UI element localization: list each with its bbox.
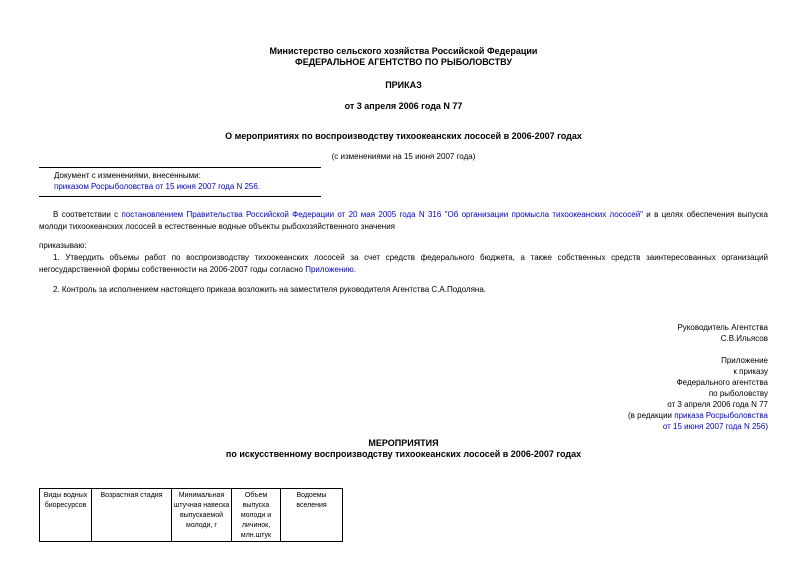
order-item-2: 2. Контроль за исполнением настоящего приказа возложить на заместителя руководителя Агентства С.А.Подоляна. [53, 285, 487, 294]
appendix-line-3: Федерального агентства [676, 378, 768, 387]
agency-name: ФЕДЕРАЛЬНОЕ АГЕНТСТВО ПО РЫБОЛОВСТВУ [295, 57, 512, 67]
appendix-edition-prefix: (в редакции [628, 411, 675, 420]
amendments-note: (с изменениями на 15 июня 2007 года) [331, 152, 476, 161]
signature-position: Руководитель Агентства [677, 323, 768, 332]
appendix-link[interactable]: Приложению [305, 265, 354, 274]
signature-name: С.В.Ильясов [720, 334, 768, 343]
plan-table-header-row [40, 489, 343, 542]
amending-order-link[interactable]: приказа Росрыболовства [674, 411, 768, 420]
preamble-text-before: В соответствии с [53, 210, 122, 219]
appendix-line-7 [468, 421, 768, 433]
appendix-edition-suffix: ) [765, 422, 768, 431]
document-title: О мероприятиях по воспроизводству тихоокеанских лососей в 2006-2007 годах [225, 131, 582, 141]
changes-box-label: Документ с изменениями, внесенными: [54, 171, 201, 180]
government-decree-link[interactable]: постановлением Правительства Российской Федерации от 20 мая 2005 года N 316 "Об организации промысла тихоокеанских лососей" [121, 210, 643, 219]
item-1-end: . [353, 265, 356, 274]
column-header-release-volume: Объем выпуска молоди и личинок, млн.штук [232, 489, 281, 542]
plan-title: МЕРОПРИЯТИЯ [368, 438, 439, 448]
order-item-1 [39, 252, 768, 276]
preamble-text-after: и в целях обеспечения выпуска молоди тихоокеанских лососей в естественные водные объекты рыбохозяйственного значения [39, 210, 768, 231]
preamble-paragraph [39, 209, 768, 233]
plan-subtitle: по искусственному воспроизводству тихоокеанских лососей в 2006-2007 годах [225, 449, 582, 459]
document-type: ПРИКАЗ [385, 80, 422, 90]
ministry-name: Министерство сельского хозяйства Российской Федерации [269, 46, 538, 56]
plan-table [39, 488, 343, 542]
column-header-water-bodies: Водоемы вселения [281, 489, 343, 542]
changes-box-top-rule [39, 167, 321, 168]
document-date-number: от 3 апреля 2006 года N 77 [344, 101, 463, 111]
appendix-line-4: по рыболовству [708, 389, 768, 398]
appendix-line-2: к приказу [733, 367, 768, 376]
amending-order-date-link[interactable]: от 15 июня 2007 года N 256 [662, 422, 766, 431]
order-word: приказываю: [39, 241, 87, 250]
column-header-age-stage: Возрастная стадия [92, 489, 172, 542]
changes-box-link[interactable]: приказом Росрыболовства от 15 июня 2007 года N 256. [54, 182, 261, 191]
column-header-min-weight: Минимальная штучная навеска выпускаемой молоди, г [172, 489, 232, 542]
appendix-line-5: от 3 апреля 2006 года N 77 [667, 400, 768, 409]
item-1-text: 1. Утвердить объемы работ по воспроизводству тихоокеанских лососей за счет средств федерального бюджета, а также собственных средств заинтересованных организаций негосударственной формы собственности на 2006-2007 годы согласно [39, 253, 768, 274]
appendix-line-1: Приложение [721, 356, 768, 365]
changes-box-bottom-rule [39, 196, 321, 197]
column-header-species: Виды водных биоресурсов [40, 489, 92, 542]
